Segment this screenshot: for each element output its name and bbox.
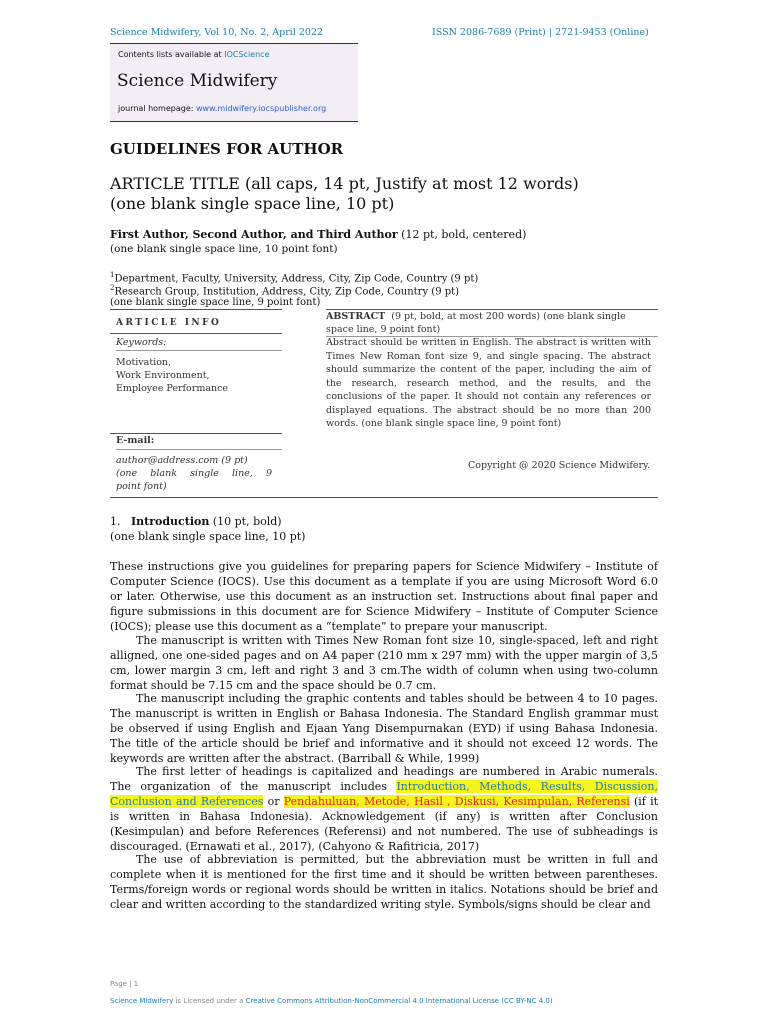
issn: ISSN 2086-7689 (Print) | 2721-9453 (Online)	[432, 27, 649, 38]
article-title-line1: ARTICLE TITLE (all caps, 14 pt, Justify at most 12 words)	[110, 174, 579, 193]
license-line: Science Midwifery is Licensed under a Creative Commons Attribution-NonCommercial 4.0 International License (CC BY-NC 4.0)	[110, 997, 553, 1005]
journal-issue: Science Midwifery, Vol 10, No. 2, April 2022	[110, 27, 324, 38]
copyright: Copyright @ 2020 Science Midwifery.	[468, 460, 651, 471]
email-line-2: (one blank single line, 9	[116, 468, 272, 479]
keywords-label: Keywords:	[116, 337, 167, 348]
affiliation-1: $^1$Department, Faculty, University, Address, City, Zip Code, Country (9 pt)	[110, 271, 479, 285]
body-paragraph-5: The use of abbreviation is permitted, but the abbreviation must be written in full and complete when it is mentioned for the first time and it should be written between parentheses. Terms/foreign words or regional words should be written in italics. Notations should be brief and clear and written according to the standardized writing style. Symbols/signs should be clear and	[110, 853, 658, 911]
authors-spacing: (one blank single space line, 10 point font)	[110, 243, 338, 255]
article-info-heading: ARTICLE INFO	[116, 318, 222, 328]
body-paragraph-3: The manuscript including the graphic contents and tables should be between 4 to 10 pages. The manuscript is written in English or Bahasa Indonesia. The Standard English grammar must be observed if using English and Ejaan Yang Disempurnakan (EYD) if using Bahasa Indonesia. The title of the article should be brief and informative and it should not exceed 12 words. The keywords are written after the abstract. (Barriball & While, 1999)	[110, 692, 658, 765]
affiliation-2: $^2$Research Group, Institution, Address, City, Zip Code, Country (9 pt)	[110, 284, 460, 298]
author-names: First Author, Second Author, and Third Author	[110, 228, 398, 241]
section-number: 1.	[110, 515, 121, 528]
email-label: E-mail:	[116, 435, 155, 446]
affiliation-spacing: (one blank single space line, 9 point font)	[110, 297, 321, 308]
section-spacing: (one blank single space line, 10 pt)	[110, 530, 306, 543]
homepage-link[interactable]: www.midwifery.iocspublisher.org	[195, 104, 327, 113]
divider	[326, 309, 658, 310]
divider	[110, 333, 282, 334]
highlight-english-sections: Introduction, Methods, Results, Discussion, Conclusion and References	[110, 780, 658, 808]
page-number: Page | 1	[110, 980, 139, 988]
body-paragraph-4: The first letter of headings is capitalized and headings are numbered in Arabic numerals. The organization of the manuscript includes Introduction, Methods, Results, Discussion, Conclusion and References or Pendahuluan, Metode, Hasil , Diskusi, Kesimpulan, Referensi (if it is written in Bahasa Indonesia). Acknowledgement (if any) is written after Conclusion (Kesimpulan) and before References (Referensi) and not numbered. The use of subheadings is discouraged. (Ernawati et al., 2017), (Cahyono & Rafitricia, 2017)	[110, 765, 659, 853]
body-paragraph-1: These instructions give you guidelines for preparing papers for Science Midwifery – Institute of Computer Science (IOCS). Use this document as a template if you are using Microsoft Word 6.0 or later. Otherwise, use this document as an instruction set. Instructions about final paper and figure submissions in this document are for Science Midwifery – Institute of Computer Science (IOCS); please use this document as a “template” to prepare your manuscript.	[110, 560, 658, 633]
divider	[116, 449, 282, 450]
abstract-text: Abstract should be written in English. The abstract is written with Times New Roman font size 9, and single spacing. The abstract should summarize the content of the paper, including the aim of the research, research method, and the results, and the conclusions of the paper. It should not contain any references or displayed equations. The abstract should be no more than 200 words. (one blank single space line, 9 point font)	[326, 337, 651, 429]
highlight-indonesian-sections: Pendahuluan, Metode, Hasil , Diskusi, Kesimpulan, Referensi	[283, 795, 630, 808]
divider	[116, 350, 282, 351]
journal-box	[110, 43, 358, 122]
divider	[110, 309, 282, 310]
keyword-2: Work Environment,	[116, 370, 210, 381]
divider	[110, 497, 658, 498]
keyword-3: Employee Performance	[116, 383, 229, 394]
journal-homepage: journal homepage: www.midwifery.iocspublisher.org	[118, 104, 327, 113]
section-heading: 1. Introduction (10 pt, bold)	[110, 515, 282, 528]
contents-available: Contents lists available at IOCScience	[118, 50, 270, 59]
article-title-line2: (one blank single space line, 10 pt)	[110, 194, 395, 213]
guidelines-heading: GUIDELINES FOR AUTHOR	[110, 140, 344, 158]
authors-line: First Author, Second Author, and Third Author (12 pt, bold, centered)	[110, 228, 527, 241]
keyword-1: Motivation,	[116, 357, 172, 368]
divider	[110, 433, 282, 434]
iocscience-link[interactable]: IOCScience	[224, 50, 270, 59]
license-link[interactable]: Creative Commons Attribution-NonCommercial 4.0 International License (CC BY-NC 4.0)	[245, 997, 553, 1005]
email-line-3: point font)	[116, 481, 167, 492]
journal-name: Science Midwifery	[117, 71, 278, 91]
section-title: Introduction	[131, 515, 210, 528]
body-paragraph-2: The manuscript is written with Times New Roman font size 10, single-spaced, left and right alligned, one one-sided pages and on A4 paper (210 mm x 297 mm) with the upper margin of 3,5 cm, lower margin 3 cm, left and right 3 and 3 cm.The width of column when using two-column format should be 7.15 cm and the space should be 0.7 cm.	[110, 634, 658, 692]
abstract-label: ABSTRACT	[326, 311, 386, 322]
email-line-1: author@address.com (9 pt)	[116, 455, 248, 466]
abstract-heading: ABSTRACT (9 pt, bold, at most 200 words) (one blank single space line, 9 point font)	[326, 311, 626, 335]
